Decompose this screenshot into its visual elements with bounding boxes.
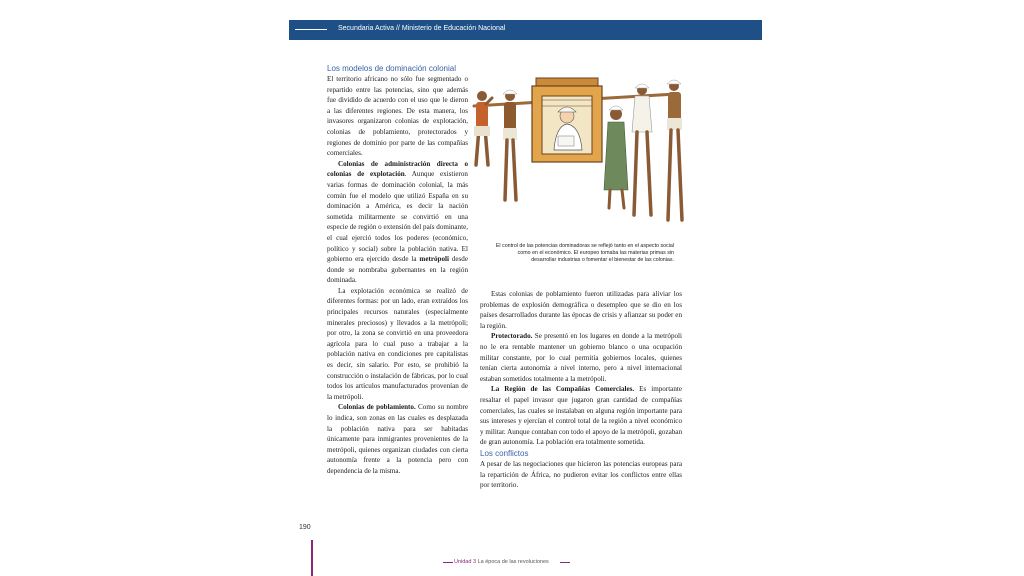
paragraph-settlement-colonies: Colonias de poblamiento. Como su nombre lo indica, son zonas en las cuales es desplazada la población nativa para ser habitadas únicamente para inmigrantes provenientes de la metrópoli, quienes organizan ciudades con cierta autonomía frente a la potencia pero con dependencia de la misma. [327,403,469,475]
bearer-figure [604,106,628,208]
page-number: 190 [299,524,311,531]
footer-rule-left [443,562,453,563]
term-protectorate: Protectorado. [491,332,533,341]
unit-number: Unidad 3 [454,559,477,565]
palanquin [532,78,602,162]
paragraph-settlement-purpose: Estas colonias de poblamiento fueron utilizadas para aliviar los problemas de explosión demográfica o desempleo que se dio en los países desarrollados durante las épocas de crisis y afianzar su poder en la región. [480,290,682,330]
section-title-colonial-models: Los modelos de dominación colonial [327,64,456,73]
footer [440,558,580,567]
header-divider [295,29,327,30]
paragraph-protectorate: Protectorado. Se presentó en los lugares en donde a la metrópoli no le era rentable mantener un gobierno blanco o una ocupación militar constante, por lo cual permitía gobiernos locales, quienes tenían cierta autonomía a nivel interno, pero a nivel internacional estaban sometidos totalmente a la metrópoli. [480,332,682,383]
bearer-figure [474,91,492,165]
paragraph-direct-administration: Colonias de administración directa o colonias de explotación. Aunque existieron varias formas de dominación colonial, la más común fue el modelo que utilizó España en su dominación a América, es decir la nación sometida militarmente se convirtió en una especie de región o extensión del país dominante, el cual ejerció todos los poderes (económico, político y social) sobre la población nativa. El gobierno era ejercido desde la metrópoli desde donde se nombraba gobernantes en la región dominada. [327,159,469,285]
colonial-palanquin-illustration [470,70,696,238]
paragraph-economic-exploitation: La explotación económica se realizó de diferentes formas: por un lado, eran extraídos los principales recursos naturales (especialmente minerales preciosos) y llevados a la metrópoli; por otro, la zona se convirtió en una proveedora agrícola para lo cual puso a trabajar a la población nativa en condiciones pre capitalistas es decir, sin salario. Por esto, se prohibió la construcción o instalación de fábricas, por lo cual todos los artículos manufacturados provenían de la metrópoli. [327,286,468,401]
bearer-figure [632,84,652,215]
unit-title: La época de las revoluciones [477,559,549,565]
margin-rule [311,540,313,576]
paragraph-conflicts: A pesar de las negociaciones que hicieron las potencias europeas para la repartición de África, no pudieron evitar los conflictos entre ellas por territorio. [480,459,682,490]
figure-caption: El control de las potencias dominadoras se reflejó tanto en el aspecto social como en el económico. El europeo tomaba las materias primas sin desarrollar industrias o fomentar el bienestar de las colonias. [495,243,674,264]
right-column [480,289,682,491]
section-title-conflicts: Los conflictos [480,448,529,458]
term-settlement-colonies: Colonias de poblamiento. [338,403,416,412]
term-commercial-companies: La Región de las Compañías Comerciales. [491,385,635,394]
term-metropoli: metrópoli [419,255,449,264]
paragraph-intro: El territorio africano no sólo fue segmentado o repartido entre las potencias, sino que además fue dividido de acuerdo con el uso que le dieron a las diferentes regiones. De esta manera, los invasores organizaron colonias de explotación, colonias de poblamiento, protectorados y regiones de dominio por parte de las compañías comerciales. [327,75,468,158]
term-direct-administration: Colonias de administración directa o colonias de explotación [327,159,468,179]
footer-rule-right [560,562,570,563]
left-column [327,63,468,477]
bearer-figure [667,80,682,220]
publisher-label: Secundaria Activa // Ministerio de Educación Nacional [338,25,506,32]
footer-unit-label [454,558,560,567]
bearer-figure [503,90,517,200]
paragraph-commercial-companies: La Región de las Compañías Comerciales. Es importante resaltar el papel invasor que jugaron gran cantidad de compañías comerciales, las cuales se instalaban en alguna región importante para sus intereses y ejercían el control total de la región a nivel económico y militar. Aunque contaban con todo el apoyo de la metrópoli, gozaban de gran autonomía. La población era totalmente sometida. [480,385,682,447]
